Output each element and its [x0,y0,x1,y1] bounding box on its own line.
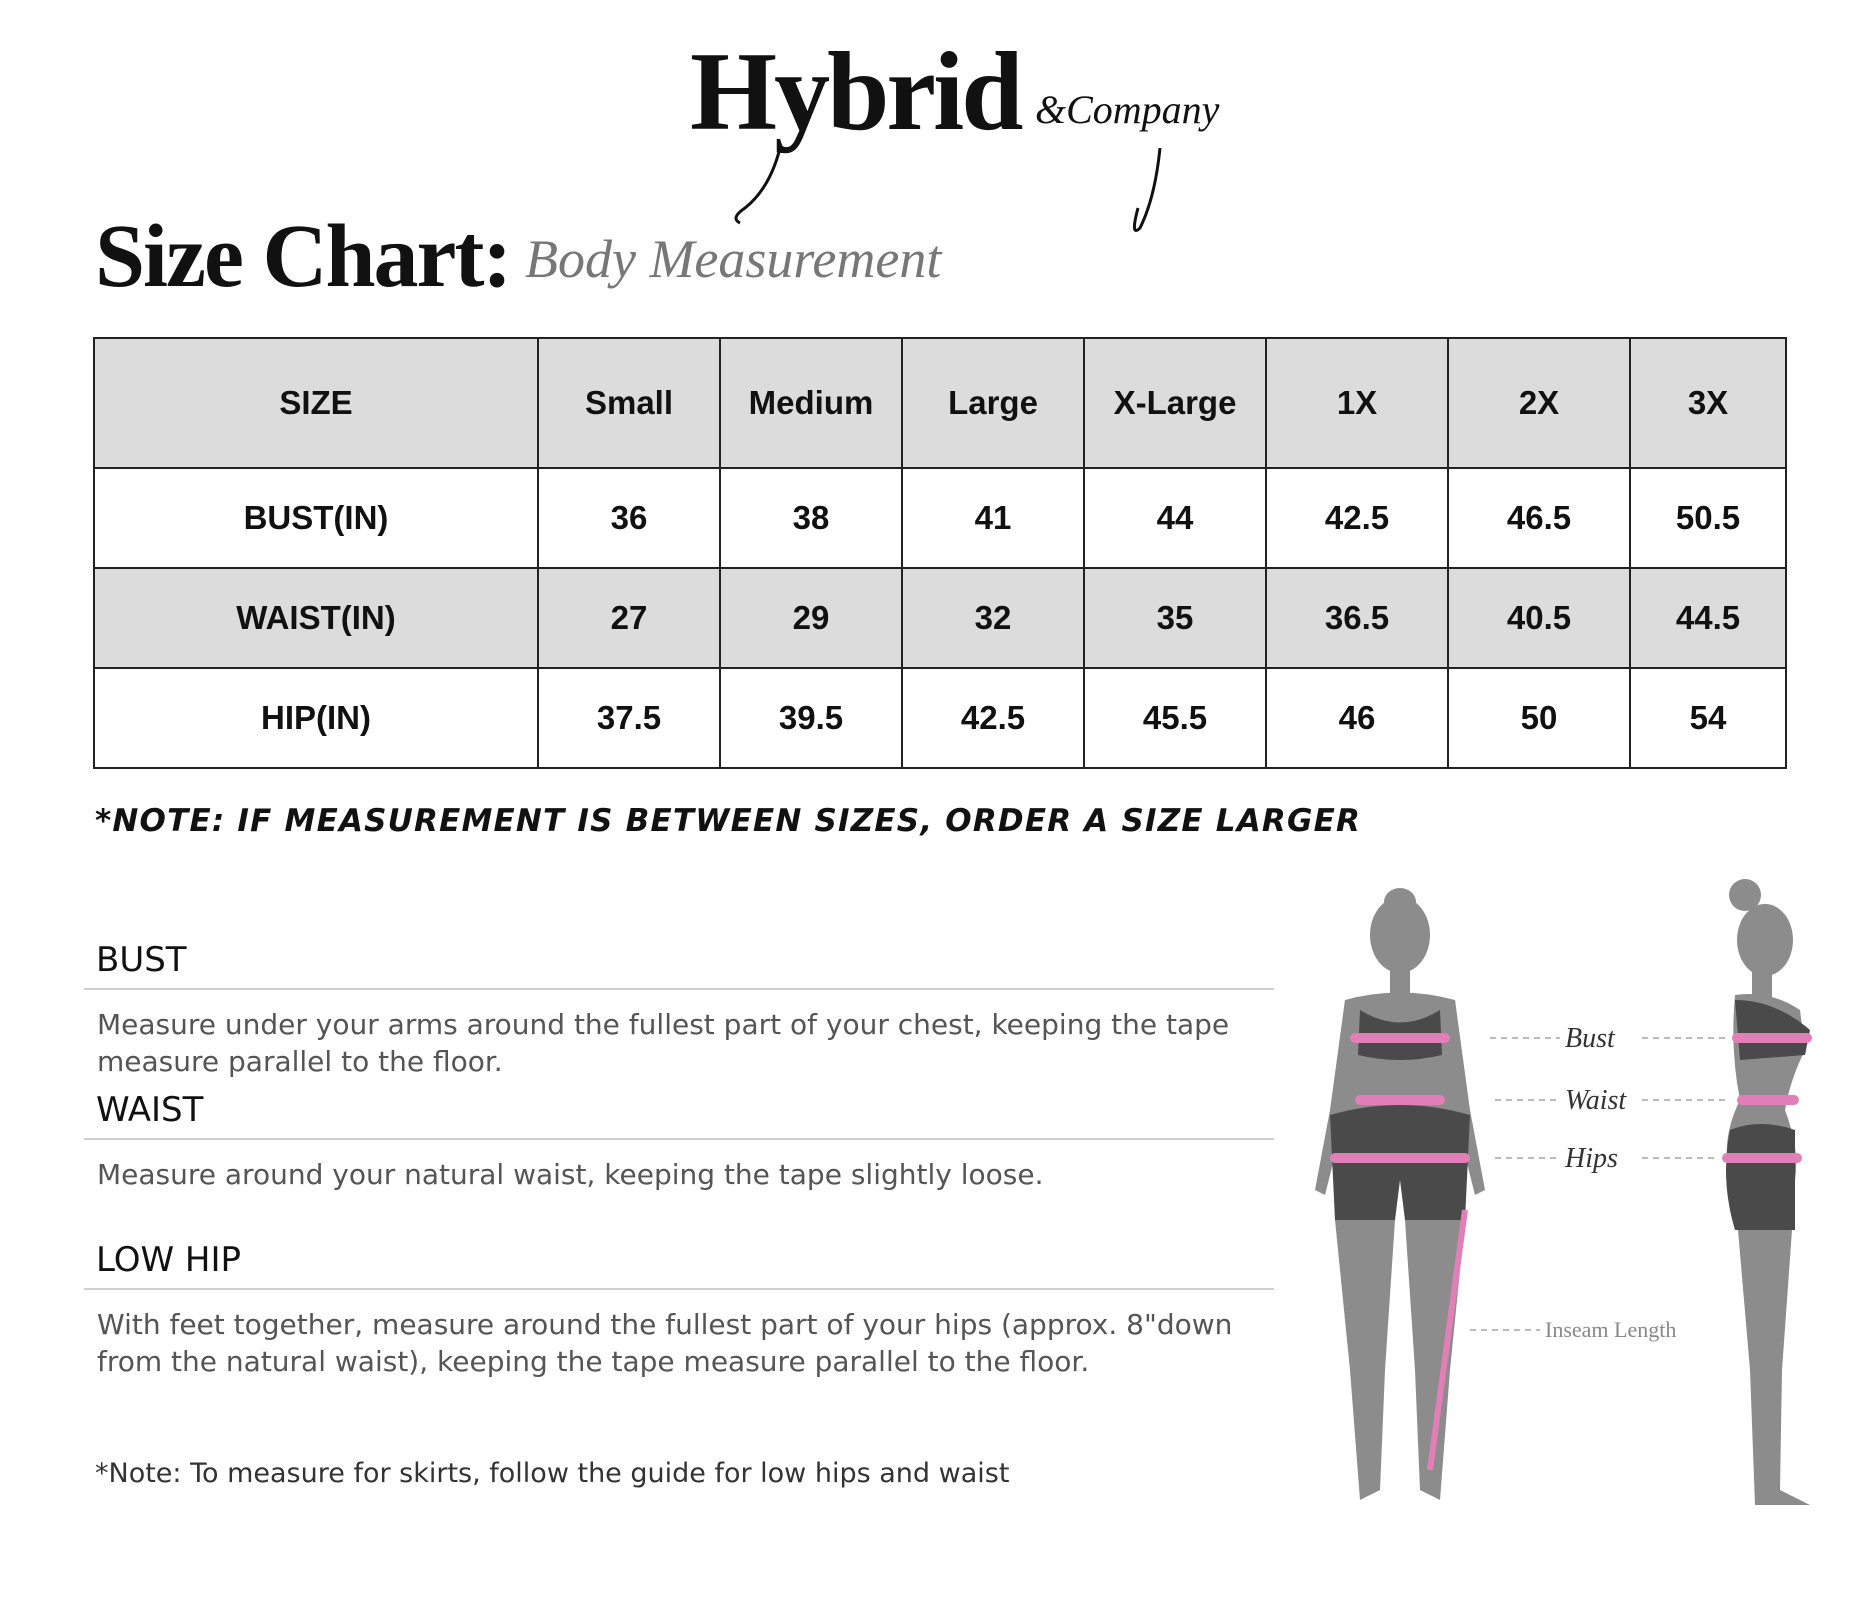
table-cell: 40.5 [1448,568,1630,668]
table-cell: 45.5 [1084,668,1266,768]
table-cell: 44 [1084,468,1266,568]
table-header: 1X [1266,338,1448,468]
table-cell: 42.5 [902,668,1084,768]
table-cell: 46.5 [1448,468,1630,568]
logo-swash-icon [730,148,1180,238]
table-header-row [94,338,1786,468]
row-label: HIP(IN) [94,668,538,768]
page-subtitle: Body Measurement [525,229,942,289]
guide-text: With feet together, measure around the fullest part of your hips (approx. 8"down from the natural waist), keeping the tape measure parallel to the floor. [97,1308,1233,1378]
guide-lines [1470,1038,1725,1330]
table-cell: 35 [1084,568,1266,668]
table-cell: 54 [1630,668,1786,768]
table-cell: 39.5 [720,668,902,768]
table-header: X-Large [1084,338,1266,468]
table-cell: 37.5 [538,668,720,768]
row-label: BUST(IN) [94,468,538,568]
brand-logo [690,28,1220,228]
side-figure-icon [1726,879,1810,1505]
row-label: WAIST(IN) [94,568,538,668]
label-hips: Hips [1565,1143,1618,1174]
table-cell: 44.5 [1630,568,1786,668]
body-figure-diagram [1290,850,1850,1530]
guide-bust [84,940,1274,1080]
guide-heading: WAIST [84,1090,1274,1140]
label-waist: Waist [1565,1085,1627,1116]
table-cell: 32 [902,568,1084,668]
table-cell: 50.5 [1630,468,1786,568]
guide-waist [84,1090,1274,1193]
table-header: 2X [1448,338,1630,468]
table-cell: 29 [720,568,902,668]
table-cell: 50 [1448,668,1630,768]
label-bust: Bust [1565,1023,1615,1054]
page-title: Size Chart: [95,207,511,306]
label-inseam: Inseam Length [1545,1317,1677,1342]
guide-text: Measure under your arms around the fullest part of your chest, keeping the tape measure parallel to the floor. [97,1008,1230,1078]
table-row-bust [94,468,1786,568]
brand-suffix: &Company [1035,87,1220,132]
table-cell: 36.5 [1266,568,1448,668]
table-header: Medium [720,338,902,468]
guide-low-hip [84,1240,1274,1380]
sizing-note: *NOTE: IF MEASUREMENT IS BETWEEN SIZES, ORDER A SIZE LARGER [95,803,1362,839]
guide-heading: LOW HIP [84,1240,1274,1290]
front-figure-icon [1315,888,1485,1500]
table-row-hip [94,668,1786,768]
table-cell: 46 [1266,668,1448,768]
brand-name: Hybrid [690,30,1021,154]
table-header: 3X [1630,338,1786,468]
table-cell: 42.5 [1266,468,1448,568]
table-header: Small [538,338,720,468]
table-header: SIZE [94,338,538,468]
table-cell: 38 [720,468,902,568]
guide-text: Measure around your natural waist, keeping the tape slightly loose. [97,1158,1044,1191]
skirt-note: *Note: To measure for skirts, follow the guide for low hips and waist [95,1458,1010,1489]
guide-heading: BUST [84,940,1274,990]
table-cell: 27 [538,568,720,668]
table-cell: 41 [902,468,1084,568]
table-header: Large [902,338,1084,468]
table-row-waist [94,568,1786,668]
table-cell: 36 [538,468,720,568]
size-chart-table [93,337,1787,769]
